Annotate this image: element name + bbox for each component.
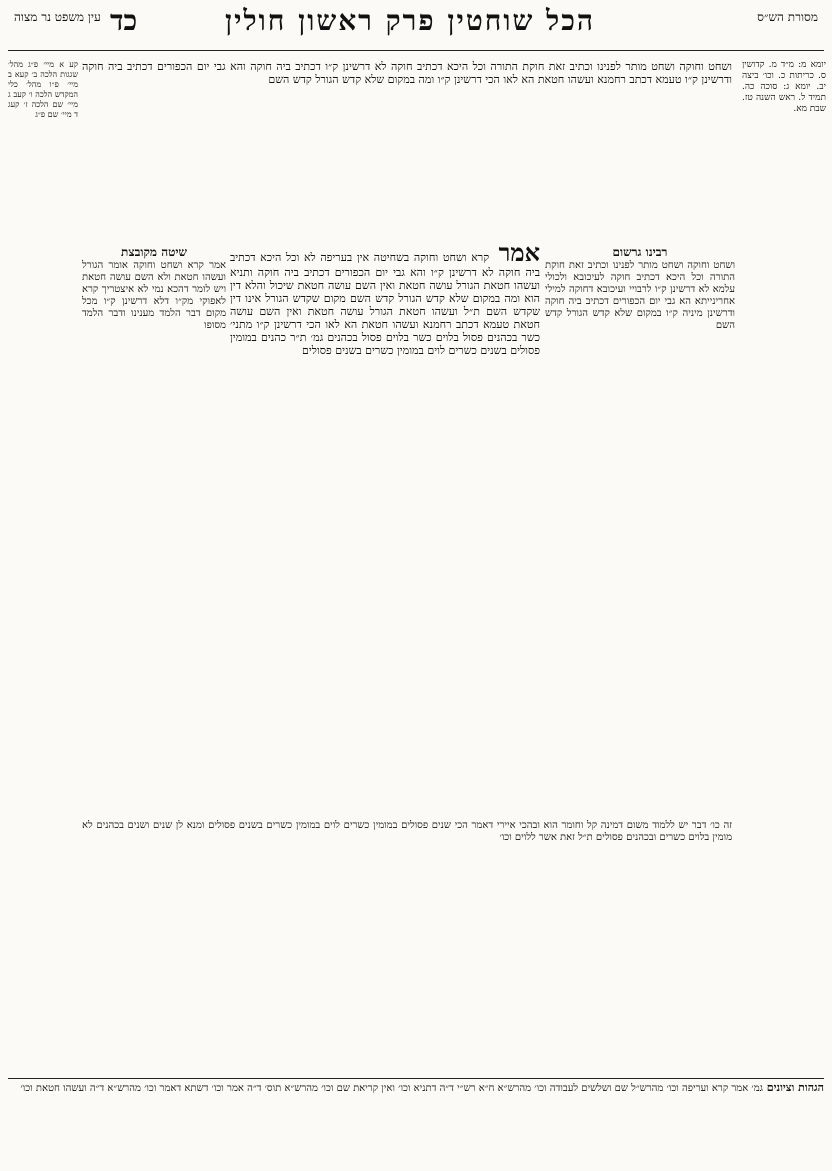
left-margin-text: קע א מיי׳ פ״ג מהל׳ שגגות הלכה ב׳ קעא ב מיי׳ פ״ו מהל׳ כלי המקדש הלכה ו׳ קעב ג מיי׳ שם הלכה ז׳ קעג ד מיי׳ שם פ״ג	[8, 60, 78, 119]
central-text	[230, 240, 540, 800]
tosafot-text: אמר קרא ושחט וחוקה אומר הגורל ועשהו חטאת ולא השם עושה חטאת ויש לומר דהכא נמי לא איצטריך קרא לאפוקי מק״ו דלא דרשינן ק״ו מכל מקום דבר הלמד מענינו ודבר הלמד מסופו	[82, 260, 226, 331]
left-margin-references	[8, 60, 78, 820]
central-text-body: קרא ושחט וחוקה בשחיטה אין בעריפה לא וכל היכא דכתיב ביה חוקה לא דרשינן ק״ו והא גבי יום הכפורים דכתיב ביה חוקה ותניא ועשהו חטאת הגורל עושה חטאת ואין השם עושה חטאת שיכול והלא דין הוא ומה במקום שלא קדש הגורל קדש השם מקום שקדש הגורל אינו דין שקדש השם ת״ל ועשהו חטאת הגורל עושה חטאת ואין השם עושה חטאת טעמא דכתב רחמנא ועשהו חטאת הא לאו הכי דרשינן ק״ו מתני׳ כשר בכהנים פסול בלוים כשר בלוים פסול בכהנים גמ׳ ת״ר כהנים במומין פסולים בשנים כשרים לוים במומין כשרים בשנים פסולים	[230, 251, 540, 357]
notes-title: הגהות וציונים	[762, 1082, 824, 1094]
page-title: הכל שוחטין פרק ראשון חולין	[225, 4, 595, 37]
notes-section	[8, 1082, 824, 1162]
header-rule	[8, 50, 824, 51]
top-commentary-text: ושחט וחוקה ושחט מותר לפנינו וכתיב זאת חוקת התורה וכל היכא דכתיב חוקה לא דרשינן ק״ו דכתיב ביה חוקה והא גבי יום הכפורים דכתיב ביה חוקה ודרשינן ק״ו טעמא דכתב רחמנא ועשהו חטאת הא לאו הכי דרשינן ק״ו ומה במקום שלא קדש הגורל קדש השם	[82, 60, 732, 86]
bottom-commentary	[82, 820, 732, 1020]
left-header-label: עין משפט נר מצוה	[14, 10, 101, 24]
notes-text: גמ׳ אמר קרא ועריפה וכו׳ מהרש״ל שם ושלשים לעבודה וכו׳ מהרש״א ח״א רש״י ד״ה דתניא וכו׳ ואין קריאת שם וכו׳ מהרש״א תוס׳ ד״ה אמר וכו׳ דשתא דאמר וכו׳ מהרש״א ד״ה ועשהו חטאת וכו׳	[20, 1083, 763, 1094]
right-margin-text: יומא מ: מ״ד מ. קדושין ס. כריתות כ. וכו׳ ביצה יב. יומא ג: סוכה כה. תמיד ל. ראש השנה טז. שבת מא.	[742, 60, 826, 114]
rashi-title: רבינו גרשום	[612, 245, 668, 259]
central-lead-word: אמר	[489, 240, 540, 267]
notes-rule	[8, 1078, 824, 1079]
tosafot-title: שיטה מקובצת	[121, 245, 187, 259]
rashi-text: ושחט וחוקה ושחט מותר לפנינו וכתיב זאת חוקת התורה וכל היכא דכתיב חוקה לעיכובא ולכולי עלמא לא דרשינן ק״ו לרבויי ועיכובא דחוקה למילי אחרינייתא הא גבי יום הכפורים דכתיב ביה חוקה ודרשינן מיניה ק״ו במקום שלא קדש הגורל קדש השם	[545, 260, 735, 331]
bottom-commentary-text: זה כו׳ דבר יש ללמוד משום דמינה קל וחומר הוא ובהכי איירי דאמר הכי שנים פסולים במומין כשרים לוים במומין כשרים בשנים פסולים ומנא לן שנים ושנים בכהנים לא מומין בלוים כשרים ובכהנים פסולים ת״ל זאת אשר ללוים וכו׳	[82, 820, 732, 843]
tosafot-column	[82, 240, 226, 820]
right-header-label: מסורת הש״ס	[757, 10, 818, 24]
page-number: כד	[110, 4, 138, 37]
rashi-column	[545, 240, 735, 820]
top-commentary	[82, 60, 732, 230]
right-margin-references	[742, 60, 826, 820]
